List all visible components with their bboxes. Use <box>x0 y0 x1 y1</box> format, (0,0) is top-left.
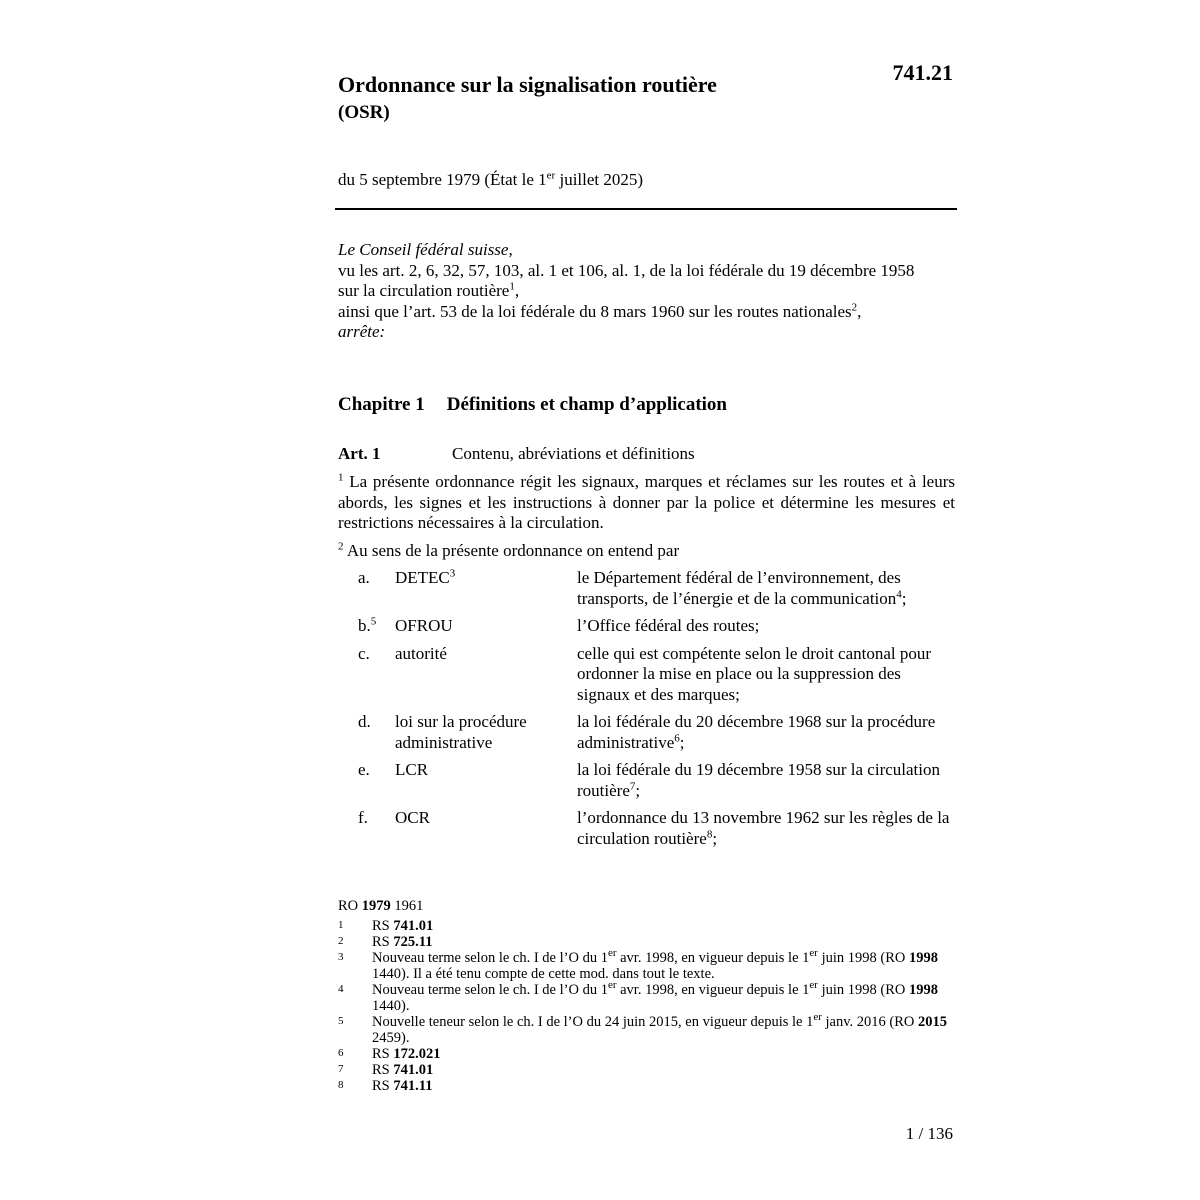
footnote-text: RS 741.01 <box>372 918 434 934</box>
definition-row <box>338 712 956 753</box>
definition-term: LCR <box>395 760 429 779</box>
footnote-item <box>338 1062 956 1078</box>
paragraph-number: 1 <box>338 471 344 484</box>
article-paragraph-2: $^2$ Au sens de la présente ordonnance on entend par <box>338 540 680 560</box>
footnote-list <box>338 918 956 1094</box>
footnote-item <box>338 1046 956 1062</box>
footnote-item <box>338 934 956 950</box>
article-paragraph-1: $^1$ La présente ordonnance régit les signaux, marques et réclames sur les routes et à leurs abords, les signes et les instructions à donner par la police et détermine les mesures et restrictions nécessaires à la circulation. <box>338 471 955 532</box>
definition-letter: a. <box>358 568 370 587</box>
definition-row <box>338 616 956 637</box>
footnote-text: Nouveau terme selon le ch. I de l’O du 1er avr. 1998, en vigueur depuis le 1er juin 1998 (RO 1998 1440). Il a été tenu compte de cette mod. dans tout le texte. <box>372 947 938 982</box>
definition-description: la loi fédérale du 19 décembre 1958 sur la circulation routière$^7$; <box>577 760 940 800</box>
footnotes <box>338 898 956 1094</box>
date-prefix: du 5 septembre 1979 (État le 1 <box>338 170 547 189</box>
footnote-item <box>338 1011 956 1046</box>
article-heading <box>338 444 695 464</box>
footnote-number: 2 <box>338 935 344 947</box>
footnote-ref-1[interactable]: 1 <box>509 280 515 293</box>
definition-row <box>338 760 956 801</box>
footnote-number: 7 <box>338 1063 344 1075</box>
footnote-text: RS 741.01 <box>372 1062 434 1078</box>
footnote-number: 8 <box>338 1079 344 1091</box>
footnote-ref-2[interactable]: 2 <box>851 300 858 313</box>
document-subtitle: (OSR) <box>338 102 390 123</box>
definition-description: la loi fédérale du 20 décembre 1968 sur la procédure administrative$^6$; <box>577 712 936 752</box>
document-title: Ordonnance sur la signalisation routière <box>338 72 717 97</box>
chapter-title: Définitions et champ d’application <box>446 394 728 415</box>
definition-term: loi sur la procédure administrative <box>395 712 527 752</box>
date-suffix: juillet 2025) <box>555 170 644 189</box>
article-number: Art. 1 <box>338 444 381 463</box>
date-superscript: er <box>546 169 556 182</box>
definition-letter: f. <box>358 808 368 827</box>
footnote-item <box>338 947 956 982</box>
footnote-text: RS 725.11 <box>372 934 433 950</box>
definition-description: l’Office fédéral des routes; <box>577 616 760 635</box>
definition-description: celle qui est compétente selon le droit cantonal pour ordonner la mise en place ou la suppression des signaux et des marques; <box>577 643 932 704</box>
footnote-number: 4 <box>338 983 344 995</box>
definition-letter: c. <box>358 643 370 663</box>
definition-description: l’ordonnance du 13 novembre 1962 sur les règles de la circulation routière$^8$; <box>577 808 950 848</box>
preamble-line-2: sur la circulation routière$^1$, <box>338 280 520 300</box>
definition-letter: d. <box>358 712 371 731</box>
footnote-item <box>338 979 956 1014</box>
preamble-authority: Le Conseil fédéral suisse, <box>338 240 513 259</box>
footnote-text: RS 741.11 <box>372 1078 433 1094</box>
chapter-number: Chapitre 1 <box>338 394 425 415</box>
date-line <box>338 170 643 190</box>
article-title: Contenu, abréviations et définitions <box>452 444 695 463</box>
definition-row <box>338 808 956 849</box>
definition-term: OFROU <box>395 616 453 635</box>
definition-description: le Département fédéral de l’environnement, des transports, de l’énergie et de la communication$^4$; <box>577 568 907 608</box>
footnote-number: 5 <box>338 1015 344 1027</box>
header-rule <box>335 208 957 210</box>
definition-letter: b.$^5$ <box>358 615 377 635</box>
preamble-line-3: ainsi que l’art. 53 de la loi fédérale du 8 mars 1960 sur les routes nationales$^2$, <box>338 300 862 321</box>
page-number: 1 / 136 <box>905 1124 953 1143</box>
definition-term: autorité <box>395 643 447 663</box>
definition-list <box>338 568 956 856</box>
footnote-text: Nouveau terme selon le ch. I de l’O du 1er avr. 1998, en vigueur depuis le 1er juin 1998 (RO 1998 1440). <box>372 979 938 1014</box>
footnote-number: 1 <box>338 919 344 931</box>
footnote-text: Nouvelle teneur selon le ch. I de l’O du 24 juin 2015, en vigueur depuis le 1er janv. 2016 (RO 2015 2459). <box>372 1011 948 1046</box>
footnote-text: RS 172.021 <box>372 1046 441 1062</box>
definition-row <box>338 568 956 609</box>
preamble-line-1: vu les art. 2, 6, 32, 57, 103, al. 1 et 106, al. 1, de la loi fédérale du 19 décembre 1958 <box>338 260 915 280</box>
definition-letter: e. <box>358 760 370 779</box>
definition-row <box>338 644 956 706</box>
document-page <box>338 0 956 1200</box>
paragraph-number: 2 <box>338 540 344 553</box>
footnote-number: 3 <box>338 951 344 963</box>
sr-number: 741.21 <box>892 60 953 85</box>
ro-reference: RO 1979 1961 <box>338 898 424 914</box>
footnote-item <box>338 1078 956 1094</box>
definition-term: OCR <box>395 808 430 827</box>
preamble <box>338 240 956 343</box>
definition-term: DETEC$^3$ <box>395 567 456 587</box>
preamble-decree: arrête: <box>338 322 386 341</box>
footnote-number: 6 <box>338 1047 344 1059</box>
chapter-heading <box>338 394 727 416</box>
footnote-item <box>338 918 956 934</box>
